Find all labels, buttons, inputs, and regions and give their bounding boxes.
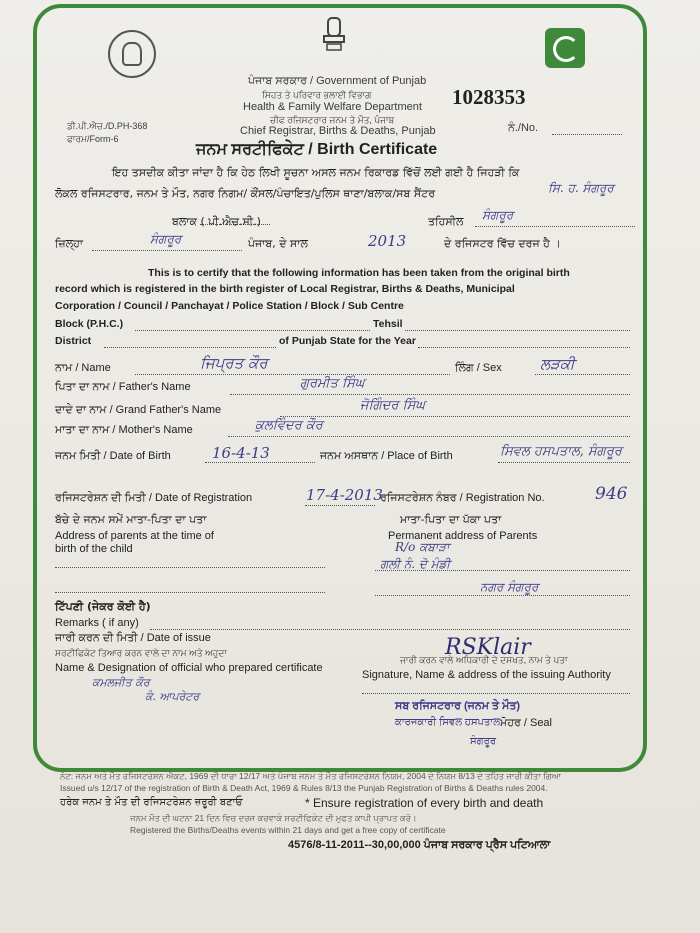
stamp-line2: ਕਾਰਜਕਾਰੀ ਸਿਵਲ ਹਸਪਤਾਲ <box>395 717 501 728</box>
perm-address-line2: ਗਲੀ ਨੰ. ਦੋ ਮੰਡੀ <box>380 557 451 571</box>
birth-address-en2: birth of the child <box>55 543 133 555</box>
issuer-en: Signature, Name & address of the issuing Authority <box>362 669 611 681</box>
footer-ensure-pa: ਹਰੇਕ ਜਨਮ ਤੇ ਮੌਤ ਦੀ ਰਜਿਸਟਰੇਸ਼ਨ ਜ਼ਰੂਰੀ ਬਣਾਓ <box>60 797 243 808</box>
sex-label: ਲਿੰਗ / Sex <box>455 362 502 374</box>
issuing-signature: RSKlair <box>445 635 531 660</box>
perm-address-en: Permanent address of Parents <box>388 530 538 542</box>
pa-intro-line2-hand: ਸਿ. ਹ. ਸੰਗਰੂਰ <box>548 181 614 195</box>
perm-address-pa: ਮਾਤਾ-ਪਿਤਾ ਦਾ ਪੱਕਾ ਪਤਾ <box>400 513 502 526</box>
footer-note-en: Issued u/s 12/17 of the registration of Birth & Death Act, 1969 & Rules 8/13 the Punjab Registration of Births & Deaths rules 2004. <box>60 783 548 793</box>
en-intro-line2: record which is registered in the birth register of Local Registrar, Births & Deaths, Municipal <box>55 283 515 295</box>
pob-label: ਜਨਮ ਅਸਥਾਨ / Place of Birth <box>320 450 453 462</box>
footer-register-pa: ਜਨਮ ਮੌਤ ਦੀ ਘਟਨਾ 21 ਦਿਨ ਵਿਚ ਦਰਜ ਕਰਵਾਕੇ ਸਰਟੀਫਿਕੇਟ ਦੀ ਮੁਫਤ ਕਾਪੀ ਪ੍ਰਾਪਤ ਕਰੋ। <box>130 813 417 823</box>
prepared-by-en: Name & Designation of official who prepared certificate <box>55 662 323 674</box>
certificate-title: ਜਨਮ ਸਰਟੀਫਿਕੇਟ / Birth Certificate <box>196 141 438 158</box>
pa-state-year-label: ਪੰਜਾਬ, ਦੇ ਸਾਲ <box>248 237 308 250</box>
pa-district-label: ਜ਼ਿਲ੍ਹਾ <box>55 237 84 250</box>
pa-intro-line2: ਲੋਕਲ ਰਜਿਸਟਰਾਰ, ਜਨਮ ਤੇ ਮੌਤ, ਨਗਰ ਨਿਗਮ/ ਕੌਂਸਲ/ਪੰਚਾਇਤ/ਪੁਲਿਸ ਥਾਣਾ/ਬਲਾਕ/ਸਬ ਸੈਂਟਰ <box>55 187 436 200</box>
no-label: ਨੰ./No. <box>508 122 539 134</box>
grandfather-value: ਜੋਗਿੰਦਰ ਸਿੰਘ <box>360 398 426 413</box>
en-intro-line1: This is to certify that the following information has been taken from the original birth <box>148 267 570 279</box>
date-of-issue: ਜਾਰੀ ਕਰਨ ਦੀ ਮਿਤੀ / Date of issue <box>55 632 211 644</box>
perm-address-line3: ਨਗਰ ਸੰਗਰੂਰ <box>480 580 539 594</box>
stamp-line3: ਸੰਗਰੂਰ <box>470 736 497 747</box>
issuer-pa: ਜਾਰੀ ਕਰਨ ਵਾਲੇ ਅਧਿਕਾਰੀ ਦੇ ਦਸਖਤ, ਨਾਮ ਤੇ ਪਤਾ <box>400 655 568 665</box>
pa-intro-line1: ਇਹ ਤਸਦੀਕ ਕੀਤਾ ਜਾਂਦਾ ਹੈ ਕਿ ਹੇਠ ਲਿਖੀ ਸੂਚਨਾ ਅਸਲ ਜਨਮ ਰਿਕਾਰਡ ਵਿੱਚੋਂ ਲਈ ਗਈ ਹੈ ਜਿਹੜੀ ਕਿ <box>112 166 520 179</box>
name-label: ਨਾਮ / Name <box>55 362 111 374</box>
dept-pa: ਸਿਹਤ ਤੇ ਪਰਿਵਾਰ ਭਲਾਈ ਵਿਭਾਗ <box>262 90 372 100</box>
en-tehsil-label: Tehsil <box>373 318 403 330</box>
grandfather-label: ਦਾਦੇ ਦਾ ਨਾਮ / Grand Father's Name <box>55 404 222 416</box>
green-logo-icon <box>545 28 585 68</box>
birth-address-en1: Address of parents at the time of <box>55 530 214 542</box>
prepared-by-designation: ਕੰ. ਆਪਰੇਟਰ <box>145 690 200 703</box>
pa-tehsil-value: ਸੰਗਰੂਰ <box>482 208 514 222</box>
footer-register-en: Registered the Births/Deaths events within 21 days and get a free copy of certificate <box>130 825 446 835</box>
en-block-label: Block (P.H.C.) <box>55 318 124 330</box>
printer-line: 4576/8-11-2011--30,00,000 ਪੰਜਾਬ ਸਰਕਾਰ ਪ੍ਰੈਸ ਪਟਿਆਲਾ <box>288 839 551 851</box>
father-value: ਗੁਰਮੀਤ ਸਿੰਘ <box>300 376 365 391</box>
pa-tehsil-label: ਤਹਿਸੀਲ <box>428 215 464 228</box>
prepared-by-pa: ਸਰਟੀਫਿਕੇਟ ਤਿਆਰ ਕਰਨ ਵਾਲੇ ਦਾ ਨਾਮ ਅਤੇ ਅਹੁਦਾ <box>55 648 227 658</box>
pa-register-tail: ਦੇ ਰਜਿਸਟਰ ਵਿੱਚ ਦਰਜ ਹੈ । <box>444 237 561 250</box>
health-department-seal-icon <box>108 30 156 78</box>
reg-date-value: 17-4-2013 <box>306 486 383 504</box>
pa-block-label: ਬਲਾਕ ( ਪੀ.ਐਚ.ਸੀ.) <box>172 215 261 228</box>
form-code: ਡੀ.ਪੀ.ਐਚ./D.PH-368 <box>67 121 148 131</box>
en-district-label: District <box>55 335 92 347</box>
seal-label: ਮੋਹਰ / Seal <box>500 717 552 729</box>
reg-no-value: 946 <box>595 484 628 504</box>
reg-no-label: ਰਜਿਸਟਰੇਸ਼ਨ ਨੰਬਰ / Registration No. <box>380 492 545 504</box>
en-state-year-label: of Punjab State for the Year <box>279 335 416 347</box>
pob-value: ਸਿਵਲ ਹਸਪਤਾਲ, ਸੰਗਰੂਰ <box>500 444 622 459</box>
dept-en: Health & Family Welfare Department <box>243 101 422 113</box>
father-label: ਪਿਤਾ ਦਾ ਨਾਮ / Father's Name <box>55 381 191 393</box>
footer-ensure-en: * Ensure registration of every birth and death <box>305 796 544 810</box>
national-emblem-icon <box>318 14 350 58</box>
sex-value: ਲੜਕੀ <box>540 355 575 373</box>
mother-value: ਕੁਲਵਿੰਦਰ ਕੌਰ <box>255 418 323 433</box>
prepared-by-name: ਕਮਲਜੀਤ ਕੌਰ <box>92 676 150 689</box>
perm-address-line1: R/o ਕਬਾੜਾ <box>395 540 450 554</box>
registrar-pa: ਚੀਫ ਰਜਿਸਟਰਾਰ ਜਨਮ ਤੇ ਮੌਤ, ਪੰਜਾਬ <box>270 115 395 125</box>
govt-name: ਪੰਜਾਬ ਸਰਕਾਰ / Government of Punjab <box>248 75 427 87</box>
remarks-en: Remarks ( if any) <box>55 617 139 629</box>
en-intro-line3: Corporation / Council / Panchayat / Police Station / Block / Sub Centre <box>55 300 404 312</box>
reg-date-label: ਰਜਿਸਟਰੇਸ਼ਨ ਦੀ ਮਿਤੀ / Date of Registration <box>55 492 253 504</box>
pa-district-value: ਸੰਗਰੂਰ <box>150 232 182 246</box>
footer-note-pa: ਨੋਟ: ਜਨਮ ਅਤੇ ਮੌਤ ਰਜਿਸਟਰੇਸ਼ਨ ਐਕਟ, 1969 ਦੀ ਧਾਰਾ 12/17 ਅਤੇ ਪੰਜਾਬ ਜਨਮ ਤੇ ਮੌਤ ਰਜਿਸਟਰੇਸ਼ਨ ਨਿਯਮ, 2004 ਦੇ ਨਿਯਮ 8/13 ਦੇ ਤਹਿਤ ਜਾਰੀ ਕੀਤਾ ਗਿਆ <box>60 771 562 781</box>
registrar-en: Chief Registrar, Births & Deaths, Punjab <box>240 125 436 137</box>
name-value: ਜਿਪ੍ਰਤ ਕੌਰ <box>200 354 268 372</box>
mother-label: ਮਾਤਾ ਦਾ ਨਾਮ / Mother's Name <box>55 424 193 436</box>
dob-label: ਜਨਮ ਮਿਤੀ / Date of Birth <box>55 450 171 462</box>
birth-address-pa: ਬੱਚੇ ਦੇ ਜਨਮ ਸਮੇਂ ਮਾਤਾ-ਪਿਤਾ ਦਾ ਪਤਾ <box>55 513 207 526</box>
form-number: ਫਾਰਮ/Form-6 <box>67 134 119 144</box>
serial-number: 1028353 <box>452 85 526 109</box>
pa-year-value: 2013 <box>368 232 407 250</box>
dob-value: 16-4-13 <box>212 444 270 462</box>
stamp-line1: ਸਬ ਰਜਿਸਟਰਾਰ (ਜਨਮ ਤੇ ਮੌਤ) <box>395 700 521 712</box>
remarks-pa: ਟਿੱਪਣੀ (ਜੇਕਰ ਕੋਈ ਹੈ) <box>55 600 151 613</box>
